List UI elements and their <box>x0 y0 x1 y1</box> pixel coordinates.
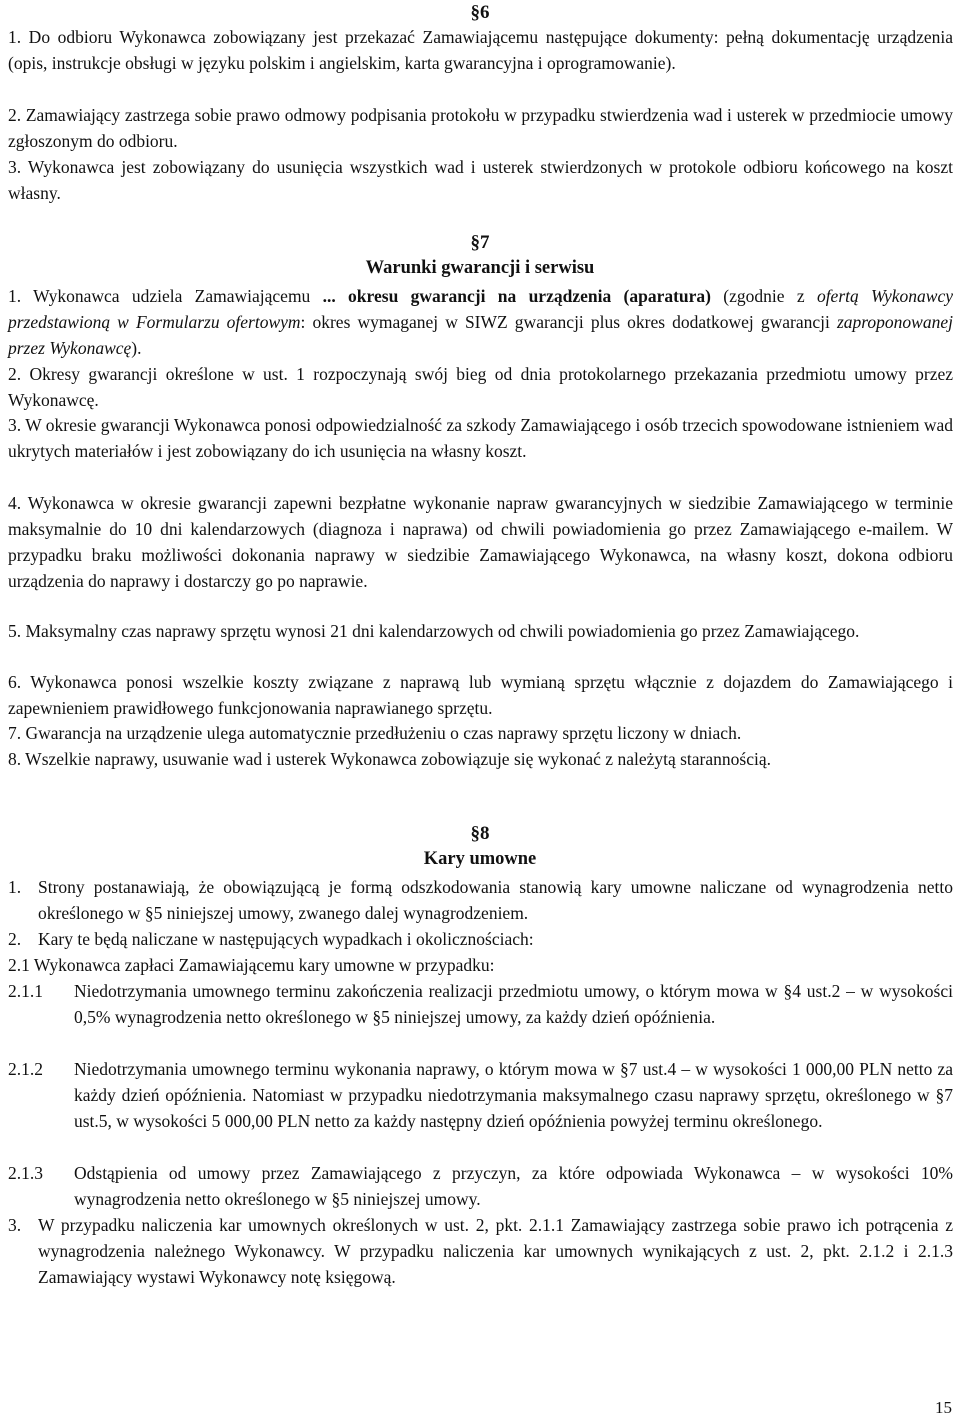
s7-paragraph-7: 7. Gwarancja na urządzenie ulega automatycznie przedłużeniu o czas naprawy sprzętu liczony w dniach. <box>8 723 742 743</box>
s7-p1-text-c: (zgodnie z <box>711 286 817 306</box>
s7-p1-text-a: 1. Wykonawca udziela Zamawiającemu <box>8 286 323 306</box>
s7-p1-offer-italic: ofertą Wykonawcy przedstawioną w Formularzu ofertowym <box>8 286 954 332</box>
section-6-heading: §6 <box>470 2 490 23</box>
s6-paragraph-3: 3. Wykonawca jest zobowiązany do usunięcia wszystkich wad i usterek stwierdzonych w protokole odbioru końcowego na koszt własny. <box>8 157 953 203</box>
s8-paragraph-2-1: 2.1 Wykonawca zapłaci Zamawiającemu kary umowne w przypadku: <box>8 955 495 975</box>
s7-p1-text-e: : okres wymaganej w SIWZ gwarancji plus okres dodatkowej gwarancji <box>300 312 837 332</box>
s7-paragraph-6: 6. Wykonawca ponosi wszelkie koszty związane z naprawą lub wymianą sprzętu włącznie z dojazdem do Zamawiającego i zapewnieniem prawidłowego funkcjonowania naprawianego sprzętu. <box>8 672 953 718</box>
s7-paragraph-2: 2. Okresy gwarancji określone w ust. 1 rozpoczynają swój bieg od dnia protokolarnego przekazania przedmiotu umowy przez Wykonawcę. <box>8 364 953 410</box>
section-7-heading: §7 <box>470 232 490 253</box>
s8-paragraph-2: Kary te będą naliczane w następujących wypadkach i okolicznościach: <box>38 929 534 949</box>
s8-number-3: 3. <box>8 1215 22 1235</box>
section-8-title: Kary umowne <box>423 849 537 869</box>
s6-paragraph-1: 1. Do odbioru Wykonawca zobowiązany jest przekazać Zamawiającemu następujące dokumenty: pełną dokumentację urządzenia (opis, instrukcje obsługi w języku polskim i angielskim, karta gwarancyjna i oprogramowanie). <box>8 27 953 73</box>
s8-paragraph-3: W przypadku naliczenia kar umownych określonych w ust. 2, pkt. 2.1.1 Zamawiający zastrzega sobie prawo ich potrącenia z wynagrodzenia należnego Wykonawcy. W przypadku naliczenia kar umownych wynikających z ust. 2, pkt. 2.1.2 i 2.1.3 Zamawiający wystawi Wykonawcy notę księgową. <box>38 1215 953 1287</box>
s7-paragraph-1 <box>8 283 953 361</box>
s8-paragraph-1: Strony postanawiają, że obowiązującą je formą odszkodowania stanowią kary umowne naliczane od wynagrodzenia netto określonego w §5 niniejszej umowy, zwanego dalej wynagrodzeniem. <box>38 877 953 923</box>
s8-number-2-1-1: 2.1.1 <box>8 981 43 1001</box>
s7-paragraph-5: 5. Maksymalny czas naprawy sprzętu wynosi 21 dni kalendarzowych od chwili powiadomienia go przez Zamawiającego. <box>8 621 860 641</box>
s8-number-2-1-2: 2.1.2 <box>8 1059 43 1079</box>
s8-paragraph-2-1-3: Odstąpienia od umowy przez Zamawiającego z przyczyn, za które odpowiada Wykonawca – w wysokości 10% wynagrodzenia netto określonego w §5 niniejszej umowy. <box>74 1163 953 1209</box>
s8-paragraph-2-1-2: Niedotrzymania umownego terminu wykonania naprawy, o którym mowa w §7 ust.4 – w wysokości 1 000,00 PLN netto za każdy dzień opóźnienia. Natomiast w przypadku niedotrzymania maksymalnego czasu naprawy sprzętu, określonego w §7 ust.5, w wysokości 5 000,00 PLN netto za każdy następny dzień opóźnienia powyżej terminu określonego. <box>74 1059 953 1131</box>
s8-number-2: 2. <box>8 929 22 949</box>
s8-number-2-1-3: 2.1.3 <box>8 1163 43 1183</box>
s7-p1-warranty-period: ... okresu gwarancji na urządzenia (aparatura) <box>322 286 711 306</box>
s8-paragraph-2-1-1: Niedotrzymania umownego terminu zakończenia realizacji przedmiotu umowy, o którym mowa w §4 ust.2 – w wysokości 0,5% wynagrodzenia netto określonego w §5 niniejszej umowy, za każdy dzień opóźnienia. <box>74 981 953 1027</box>
s7-paragraph-3: 3. W okresie gwarancji Wykonawca ponosi odpowiedzialność za szkody Zamawiającego i osób trzecich spowodowane istnieniem wad ukrytych materiałów i jest zobowiązany do ich usunięcia na własny koszt. <box>8 415 953 461</box>
section-7-title: Warunki gwarancji i serwisu <box>365 258 595 278</box>
page-number: 15 <box>935 1398 952 1417</box>
s6-paragraph-2: 2. Zamawiający zastrzega sobie prawo odmowy podpisania protokołu w przypadku stwierdzenia wad i usterek w przedmiocie umowy zgłoszonym do odbioru. <box>8 105 953 151</box>
s7-p1-proposed-italic: zaproponowanej przez Wykonawcę <box>8 312 953 358</box>
s7-paragraph-4: 4. Wykonawca w okresie gwarancji zapewni bezpłatne wykonanie napraw gwarancyjnych w siedzibie Zamawiającego w terminie maksymalnie do 10 dni kalendarzowych (diagnoza i naprawa) od chwili powiadomienia go przez Zamawiającego e-mailem. W przypadku braku możliwości dokonania naprawy w siedzibie Zamawiającego Wykonawca, na własny koszt, dokona odbioru urządzenia do naprawy i dostarczy go po naprawie. <box>8 493 953 591</box>
section-8-heading: §8 <box>470 823 490 844</box>
s8-number-1: 1. <box>8 877 22 897</box>
s7-p1-text-g: ). <box>131 338 142 358</box>
s7-paragraph-8: 8. Wszelkie naprawy, usuwanie wad i usterek Wykonawca zobowiązuje się wykonać z należytą starannością. <box>8 749 771 769</box>
